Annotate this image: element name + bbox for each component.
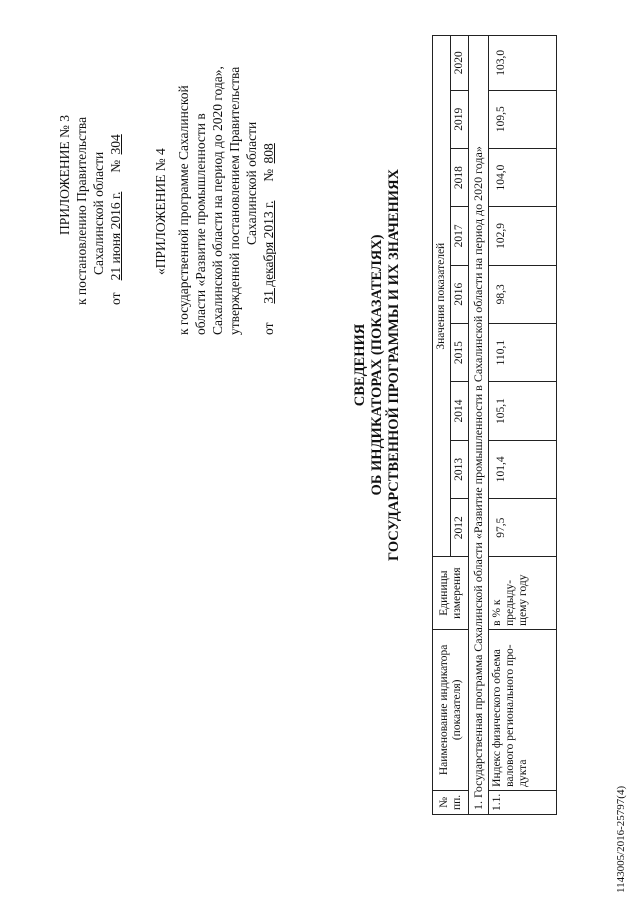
value-2014: 105,1 [489,382,557,440]
row-name: Индекс физического объема валового регионального про-дукта [489,629,557,790]
appendix-3-line2: Сахалинской области [91,151,106,275]
row-unit: в % к предыду-щему году [489,557,557,629]
appendix-3-block [56,25,124,305]
year-2017: 2017 [451,207,469,265]
appendix-4-no-label: № [261,168,276,182]
year-2012: 2012 [451,499,469,557]
appendix-4-date-line [260,15,277,335]
year-2015: 2015 [451,323,469,381]
year-2020: 2020 [451,36,469,91]
value-2019: 109,5 [489,90,557,148]
appendix-4-line1: к государственной программе Сахалинской [176,85,191,335]
appendix-4-number: 808 [261,143,276,164]
table-header-row [433,36,451,815]
appendix-3-date: 21 июня 2016 г. [108,191,123,281]
appendix-3-title: ПРИЛОЖЕНИЕ № 3 [57,114,72,235]
section-title: 1. Государственная программа Сахалинской области «Развитие промышленности в Сахалинской области на период до 2020 года» [469,36,489,815]
year-2016: 2016 [451,265,469,323]
value-2020: 103,0 [489,36,557,91]
header-no: № пп. [433,790,469,814]
document-code: 1143005/2016-25797(4) [615,785,627,893]
header-values: Значения показателей [433,36,451,557]
year-2019: 2019 [451,90,469,148]
table-row [489,36,557,815]
value-2017: 102,9 [489,207,557,265]
appendix-4-line5: Сахалинской области [244,121,259,245]
year-2014: 2014 [451,382,469,440]
appendix-4-line3: Сахалинской области на период до 2020 года», [210,66,225,335]
header-name: Наименование индикатора (показателя) [433,629,469,790]
appendix-3-no-label: № [108,159,123,173]
year-2018: 2018 [451,148,469,206]
value-2018: 104,0 [489,148,557,206]
title-line1: СВЕДЕНИЯ [352,323,368,407]
value-2015: 110,1 [489,323,557,381]
appendix-4-line4: утвержденной постановлением Правительства [227,66,242,335]
appendix-3-number: 304 [108,134,123,155]
appendix-4-date: 31 декабря 2013 г. [261,200,276,304]
document-title [352,105,403,625]
title-line2: ОБ ИНДИКАТОРАХ (ПОКАЗАТЕЛЯХ) [369,234,385,496]
appendix-4-block [152,15,277,335]
appendix-3-line1: к постановлению Правительства [74,116,89,305]
table-section-row [469,36,489,815]
value-2012: 97,5 [489,499,557,557]
year-2013: 2013 [451,440,469,498]
appendix-4-line2: области «Развитие промышленности в [193,113,208,335]
appendix-4-from-label: от [261,322,276,335]
appendix-4-title: «ПРИЛОЖЕНИЕ № 4 [153,148,168,275]
indicators-table [432,35,557,815]
title-line3: ГОСУДАРСТВЕННОЙ ПРОГРАММЫ И ИХ ЗНАЧЕНИЯХ [386,168,402,562]
row-no: 1.1. [489,790,557,814]
header-unit: Единицы измерения [433,557,469,629]
value-2016: 98,3 [489,265,557,323]
appendix-3-date-line [107,25,124,305]
appendix-3-from-label: от [108,292,123,305]
value-2013: 101,4 [489,440,557,498]
